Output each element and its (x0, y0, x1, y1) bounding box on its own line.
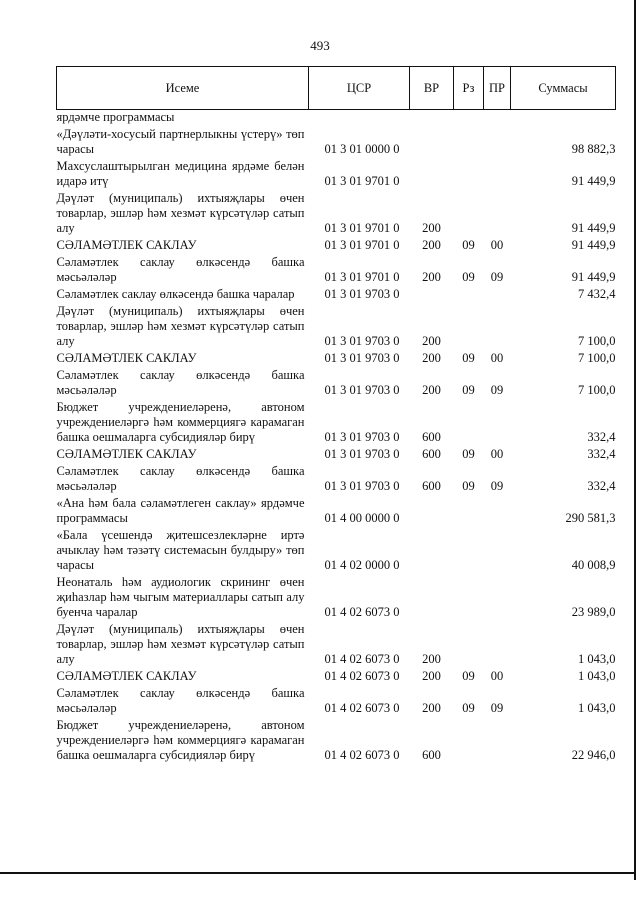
cell-sum: 7 432,4 (578, 287, 616, 301)
cell-pr (484, 125, 511, 157)
table-row (57, 716, 616, 763)
cell-name: Неонаталь һәм аудиологик скрининг өчен җиһазлар һәм чыгым материаллары сатып алу буенча чаралар (56, 575, 305, 619)
cell-rz (454, 110, 484, 126)
cell-name: Дәүләт (муниципаль) ихтыяҗлары өчен товарлар, эшләр һәм хезмәт күрсәтүләр сатып алу (56, 622, 305, 666)
cell-vr: 600 (422, 479, 441, 493)
table-row (57, 462, 616, 494)
cell-csr: 01 3 01 9701 0 (324, 238, 400, 252)
cell-rz: 09 (462, 479, 475, 493)
cell-sum: 91 449,9 (571, 270, 616, 284)
header-name: Исеме (57, 67, 309, 110)
cell-csr: 01 3 01 9703 0 (324, 430, 400, 444)
header-csr: ЦСР (309, 67, 410, 110)
cell-rz (454, 125, 484, 157)
table-row (57, 302, 616, 349)
cell-vr (410, 110, 454, 126)
cell-csr: 01 3 01 9701 0 (324, 270, 400, 284)
table-body (57, 110, 616, 764)
cell-sum (511, 110, 616, 126)
table-row (57, 366, 616, 398)
cell-rz: 09 (462, 447, 475, 461)
cell-vr: 200 (422, 334, 441, 348)
cell-pr (484, 398, 511, 445)
cell-name: ярдәмче программасы (56, 110, 175, 124)
cell-sum: 332,4 (587, 447, 616, 461)
header-sum: Суммасы (511, 67, 616, 110)
cell-name: Сәламәтлек саклау өлкәсендә башка чаралар (56, 287, 295, 301)
cell-name: Дәүләт (муниципаль) ихтыяҗлары өчен товарлар, эшләр һәм хезмәт күрсәтүләр сатып алу (56, 191, 305, 235)
cell-csr: 01 3 01 0000 0 (324, 142, 400, 156)
cell-sum: 332,4 (587, 430, 616, 444)
table-row (57, 253, 616, 285)
cell-csr: 01 4 02 6073 0 (324, 748, 400, 762)
cell-rz (454, 573, 484, 620)
header-rz: Рз (454, 67, 484, 110)
cell-pr (484, 716, 511, 763)
cell-vr: 200 (422, 270, 441, 284)
cell-rz (454, 526, 484, 573)
cell-pr: 00 (490, 351, 504, 365)
table-row (57, 667, 616, 684)
cell-pr (484, 573, 511, 620)
cell-sum: 40 008,9 (571, 558, 616, 572)
table-row (57, 236, 616, 253)
cell-name: Бюджет учреждениеләренә, автоном учреждениеләргә һәм коммерциягә карамаган башка оешмаларга субсидияләр бирү (56, 400, 305, 444)
cell-pr: 00 (490, 238, 504, 252)
page-bottom-edge (0, 872, 636, 874)
table-row (57, 526, 616, 573)
cell-rz: 09 (462, 383, 475, 397)
cell-name: Сәламәтлек саклау өлкәсендә башка мәсьәләләр (56, 686, 305, 715)
budget-table (56, 66, 616, 763)
cell-vr (410, 526, 454, 573)
cell-csr: 01 4 02 6073 0 (324, 701, 400, 715)
cell-pr (484, 285, 511, 302)
cell-pr (484, 526, 511, 573)
cell-rz (454, 285, 484, 302)
cell-sum: 7 100,0 (578, 334, 616, 348)
cell-pr: 09 (490, 701, 504, 715)
cell-name: «Ана һәм бала сәламәтлеген саклау» ярдәмче программасы (56, 496, 305, 525)
table-header (57, 67, 616, 110)
cell-sum: 7 100,0 (578, 351, 616, 365)
cell-rz (454, 302, 484, 349)
cell-pr: 00 (490, 669, 504, 683)
cell-csr: 01 3 01 9701 0 (324, 221, 400, 235)
cell-rz: 09 (462, 351, 475, 365)
cell-vr: 600 (422, 430, 441, 444)
cell-vr (410, 573, 454, 620)
cell-pr: 09 (490, 479, 504, 493)
cell-rz: 09 (462, 270, 475, 284)
cell-name: Сәламәтлек саклау өлкәсендә башка мәсьәләләр (56, 368, 305, 397)
header-pr: ПР (484, 67, 511, 110)
cell-vr: 200 (422, 669, 441, 683)
cell-sum: 290 581,3 (565, 511, 616, 525)
cell-vr: 200 (422, 221, 441, 235)
cell-name: СӘЛАМӘТЛЕК САКЛАУ (56, 351, 197, 365)
cell-vr: 600 (422, 748, 441, 762)
cell-csr: 01 4 00 0000 0 (324, 511, 400, 525)
cell-csr: 01 4 02 6073 0 (324, 669, 400, 683)
table-row (57, 573, 616, 620)
table-row (57, 398, 616, 445)
cell-pr: 09 (490, 270, 504, 284)
cell-csr: 01 4 02 0000 0 (324, 558, 400, 572)
cell-name: «Дәүләти-хосусый партнерлыкны үстерү» төп чарасы (56, 127, 305, 156)
cell-sum: 1 043,0 (578, 669, 616, 683)
cell-vr: 200 (422, 238, 441, 252)
cell-vr: 200 (422, 351, 441, 365)
cell-name: Дәүләт (муниципаль) ихтыяҗлары өчен товарлар, эшләр һәм хезмәт күрсәтүләр сатып алу (56, 304, 305, 348)
header-vr: ВР (410, 67, 454, 110)
cell-name: Сәламәтлек саклау өлкәсендә башка мәсьәләләр (56, 464, 305, 493)
cell-rz (454, 189, 484, 236)
cell-name: Сәламәтлек саклау өлкәсендә башка мәсьәләләр (56, 255, 305, 284)
cell-pr (484, 494, 511, 526)
cell-pr (484, 302, 511, 349)
cell-pr: 09 (490, 383, 504, 397)
cell-csr: 01 4 02 6073 0 (324, 605, 400, 619)
cell-vr: 200 (422, 652, 441, 666)
cell-vr (410, 125, 454, 157)
cell-pr: 00 (490, 447, 504, 461)
table-row (57, 157, 616, 189)
cell-sum: 1 043,0 (578, 652, 616, 666)
table-row (57, 620, 616, 667)
cell-name: СӘЛАМӘТЛЕК САКЛАУ (56, 238, 197, 252)
cell-csr: 01 4 02 6073 0 (324, 652, 400, 666)
cell-rz (454, 716, 484, 763)
cell-sum: 1 043,0 (578, 701, 616, 715)
table-row (57, 189, 616, 236)
cell-vr (410, 494, 454, 526)
cell-csr: 01 3 01 9701 0 (324, 174, 400, 188)
cell-rz: 09 (462, 238, 475, 252)
table-row (57, 684, 616, 716)
cell-rz: 09 (462, 669, 475, 683)
page-right-edge (634, 0, 636, 880)
table-row (57, 285, 616, 302)
cell-sum: 22 946,0 (571, 748, 616, 762)
cell-pr (484, 157, 511, 189)
cell-csr: 01 3 01 9703 0 (324, 383, 400, 397)
table-row (57, 494, 616, 526)
cell-pr (484, 189, 511, 236)
cell-sum: 98 882,3 (571, 142, 616, 156)
cell-rz (454, 157, 484, 189)
page-number: 493 (310, 38, 330, 53)
table-row (57, 349, 616, 366)
cell-vr: 200 (422, 383, 441, 397)
cell-vr: 600 (422, 447, 441, 461)
cell-name: «Бала үсешендә җитешсезлекләрне иртә ачыклау һәм тәзәтү системасын булдыру» төп чарасы (56, 528, 305, 572)
cell-csr: 01 3 01 9703 0 (324, 334, 400, 348)
table-row (57, 110, 616, 126)
cell-rz (454, 398, 484, 445)
cell-sum: 91 449,9 (571, 238, 616, 252)
cell-name: СӘЛАМӘТЛЕК САКЛАУ (56, 669, 197, 683)
cell-sum: 7 100,0 (578, 383, 616, 397)
cell-csr (309, 110, 410, 126)
cell-sum: 23 989,0 (571, 605, 616, 619)
cell-csr: 01 3 01 9703 0 (324, 287, 400, 301)
cell-csr: 01 3 01 9703 0 (324, 479, 400, 493)
header-row (57, 67, 616, 110)
cell-vr (410, 285, 454, 302)
cell-csr: 01 3 01 9703 0 (324, 351, 400, 365)
table-row (57, 445, 616, 462)
cell-vr: 200 (422, 701, 441, 715)
cell-rz (454, 494, 484, 526)
cell-vr (410, 157, 454, 189)
cell-sum: 91 449,9 (571, 221, 616, 235)
cell-name: Бюджет учреждениеләренә, автоном учреждениеләргә һәм коммерциягә карамаган башка оешмаларга субсидияләр бирү (56, 718, 305, 762)
table-row (57, 125, 616, 157)
cell-pr (484, 110, 511, 126)
cell-rz (454, 620, 484, 667)
cell-name: Махсуслаштырылган медицина ярдәме белән идарә итү (56, 159, 305, 188)
cell-sum: 91 449,9 (571, 174, 616, 188)
cell-rz: 09 (462, 701, 475, 715)
cell-sum: 332,4 (587, 479, 616, 493)
cell-csr: 01 3 01 9703 0 (324, 447, 400, 461)
cell-pr (484, 620, 511, 667)
cell-name: СӘЛАМӘТЛЕК САКЛАУ (56, 447, 197, 461)
